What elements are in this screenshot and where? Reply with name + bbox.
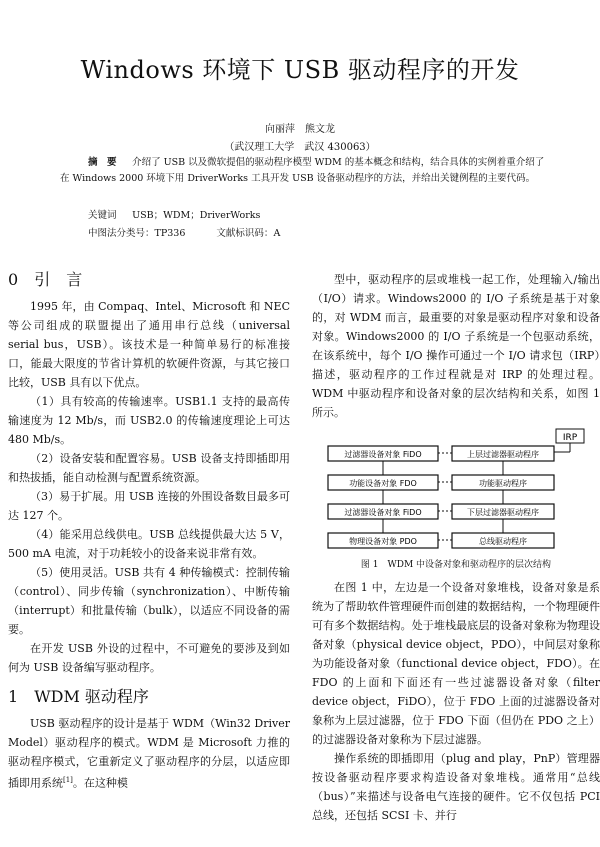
classification xyxy=(88,225,308,239)
clc-label: 中图法分类号： xyxy=(88,228,155,239)
paragraph: （5）使用灵活。USB 共有 4 种传输模式：控制传输（control）、同步传输（synchronization）、中断传输（interrupt）和批量传输（bulk），以适应不同设备的需要。 xyxy=(8,566,290,636)
right-column xyxy=(312,270,600,825)
section-number: 0 xyxy=(8,270,19,289)
paper-title: Windows 环境下 USB 驱动程序的开发 xyxy=(80,56,520,84)
section-title: 引 言 xyxy=(34,270,83,289)
abstract-label: 摘 要 xyxy=(88,157,117,168)
figure-1 xyxy=(312,428,600,552)
paragraph: （4）能采用总线供电。USB 总线提供最大达 5 V，500 mA 电流，对于功耗较小的设备来说非常有效。 xyxy=(8,528,290,560)
paragraph: （2）设备安装和配置容易。USB 设备支持即插即用和热拔插，能自动检测与配置系统资源。 xyxy=(8,452,290,484)
doc-code xyxy=(216,228,280,239)
abstract xyxy=(60,155,550,187)
clc-value: TP336 xyxy=(154,228,186,239)
paragraph-text: 。在这种模 xyxy=(72,776,128,790)
paragraph: 操作系统的即插即用（plug and play，PnP）管理器按设备驱动程序要求构造设备对象堆栈。通常用“总线（bus）”来描述与设备电气连接的硬件。它不仅包括 PCI 总线，还包括 SCSI 卡、并行 xyxy=(312,752,600,822)
device-object-label: 功能设备对象 FDO xyxy=(349,479,417,488)
keywords-label: 关键词 xyxy=(88,210,117,221)
device-object-label: 过滤器设备对象 FiDO xyxy=(344,508,422,517)
affiliation: （武汉理工大学 武汉 430063） xyxy=(224,142,376,153)
abstract-text: 介绍了 USB 以及微软提倡的驱动程序模型 WDM 的基本概念和结构，结合具体的实例着重介绍了在 Windows 2000 环境下用 DriverWorks 工具开发 USB 设备驱动程序的方法，并给出关键例程的主要代码。 xyxy=(60,157,545,184)
left-column xyxy=(8,270,290,793)
wdm-hierarchy-diagram xyxy=(312,428,600,552)
driver-label: 功能驱动程序 xyxy=(479,479,527,488)
paragraph: 1995 年，由 Compaq、Intel、Microsoft 和 NEC 等公司组成的联盟提出了通用串行总线（universal serial bus，USB）。该技术是一种简单易行的标准接口，能最大限度的节省计算机的软硬件资源，与其它接口比较，USB 具有以下优点。 xyxy=(8,300,290,389)
driver-label: 总线驱动程序 xyxy=(479,537,527,546)
paragraph-text: USB 驱动程序的设计是基于 WDM（Win32 Driver Model）驱动程序的模式。WDM 是 Microsoft 力推的驱动程序模式，它重新定义了驱动程序的分层，以适应即插即用系统 xyxy=(8,717,290,790)
keywords-value: USB；WDM；DriverWorks xyxy=(132,210,261,221)
paragraph: （1）具有较高的传输速率。USB1.1 支持的最高传输速度为 12 Mb/s，而 USB2.0 的传输速度理论上可达 480 Mb/s。 xyxy=(8,395,290,446)
paragraph: 在开发 USB 外设的过程中，不可避免的要涉及到如何为 USB 设备编写驱动程序。 xyxy=(8,642,290,674)
section-heading-intro xyxy=(8,270,290,289)
clc xyxy=(88,228,185,239)
paragraph: （3）易于扩展。用 USB 连接的外围设备数目最多可达 127 个。 xyxy=(8,490,290,522)
paragraph: 在图 1 中，左边是一个设备对象堆栈，设备对象是系统为了帮助软件管理硬件而创建的数据结构，一个物理硬件可有多个数据结构。处于堆栈最底层的设备对象称为物理设备对象（physical device object，PDO），中间层对象称为功能设备对象（functional device object，FDO）。在 FDO 的上面和下面还有一些过滤器设备对象（filter device object，FiDO），位于 FDO 上面的过滤器设备对象称为上层过滤器，位于 FDO 下面（但仍在 PDO 之上）的过滤器设备对象称为下层过滤器。 xyxy=(312,581,600,746)
device-object-label: 物理设备对象 PDO xyxy=(349,537,417,546)
device-object-label: 过滤器设备对象 FiDO xyxy=(344,450,422,459)
driver-label: 下层过滤器驱动程序 xyxy=(467,508,539,517)
irp-label: IRP xyxy=(562,433,578,443)
section-heading-wdm xyxy=(8,687,290,706)
doc-code-label: 文献标识码： xyxy=(216,228,274,239)
authors: 向丽萍 熊文龙 xyxy=(265,124,335,135)
keywords xyxy=(88,207,260,221)
paragraph: 型中，驱动程序的层或堆栈一起工作，处理输入/输出（I/O）请求。Windows2000 的 I/O 子系统是基于对象的，对 WDM 而言，最重要的对象是驱动程序对象和设备对象。Windows2000 的 I/O 子系统是一个包驱动系统，在该系统中，每个 I/O 操作可通过一个 I/O 请求包（IRP）描述，驱动程序的工作过程就是对 IRP 的处理过程。WDM 中驱动程序和设备对象的层次结构和关系，如图 1 所示。 xyxy=(312,273,600,419)
driver-label: 上层过滤器驱动程序 xyxy=(467,450,539,459)
citation: [1] xyxy=(63,776,73,784)
section-number: 1 xyxy=(8,687,19,706)
section-title: WDM 驱动程序 xyxy=(34,687,149,706)
figure-caption: 图 1 WDM 中设备对象和驱动程序的层次结构 xyxy=(360,560,552,570)
paragraph xyxy=(8,714,290,793)
doc-code-value: A xyxy=(273,228,281,239)
